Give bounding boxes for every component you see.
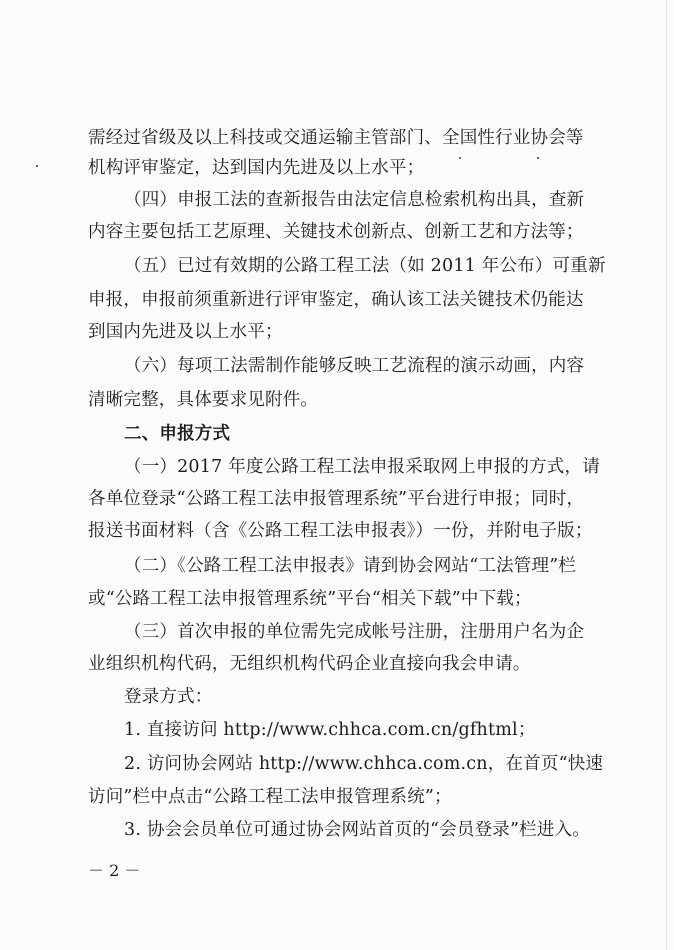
section-heading: 二、申报方式 [124, 424, 231, 444]
text-line-16: （三）首次申报的单位需先完成帐号注册，注册用户名为企 [124, 622, 585, 642]
text-line-2: 机构评审鉴定，达到国内先进及以上水平； [88, 158, 425, 178]
text-line-5: （五）已过有效期的公路工程工法（如 2011 年公布）可重新 [124, 256, 606, 276]
text-line-15: 或“公路工程工法申报管理系统”平台“相关下载”中下载； [88, 589, 532, 609]
login-methods-label: 登录方式： [124, 687, 213, 707]
text-line-11: （一）2017 年度公路工程工法申报采取网上申报的方式，请 [124, 457, 600, 477]
scan-speck [36, 165, 38, 167]
text-line-7: 到国内先进及以上水平； [88, 322, 283, 342]
login-method-2: 2. 访问协会网站 http://www.chhca.com.cn，在首页“快速 [124, 754, 604, 774]
text-line-14: （二）《公路工程工法申报表》请到协会网站“工法管理”栏 [124, 556, 577, 576]
scan-speck [537, 157, 539, 159]
text-line-4: 内容主要包括工艺原理、关键技术创新点、创新工艺和方法等； [88, 222, 584, 242]
text-line-9: 清晰完整，具体要求见附件。 [88, 390, 319, 410]
text-line-3: （四）申报工法的查新报告由法定信息检索机构出具，查新 [124, 190, 585, 210]
scan-speck [459, 157, 461, 159]
login-method-2-cont: 访问”栏中点击“公路工程工法申报管理系统”； [88, 787, 452, 807]
login-method-1: 1. 直接访问 http://www.chhca.com.cn/gfhtml； [124, 720, 536, 740]
text-line-8: （六）每项工法需制作能够反映工艺流程的演示动画，内容 [124, 356, 585, 376]
text-line-13: 报送书面材料（含《公路工程工法申报表》）一份，并附电子版； [88, 521, 593, 541]
page-number: － 2 － [88, 861, 141, 880]
text-line-6: 申报，申报前须重新进行评审鉴定，确认该工法关键技术仍能达 [88, 290, 584, 310]
login-method-3: 3. 协会会员单位可通过协会网站首页的“会员登录”栏进入。 [124, 820, 590, 840]
text-line-1: 需经过省级及以上科技或交通运输主管部门、全国性行业协会等 [88, 128, 584, 148]
text-line-12: 各单位登录“公路工程工法申报管理系统”平台进行申报；同时， [88, 489, 585, 509]
text-line-17: 业组织机构代码，无组织机构代码企业直接向我会申请。 [88, 654, 531, 674]
